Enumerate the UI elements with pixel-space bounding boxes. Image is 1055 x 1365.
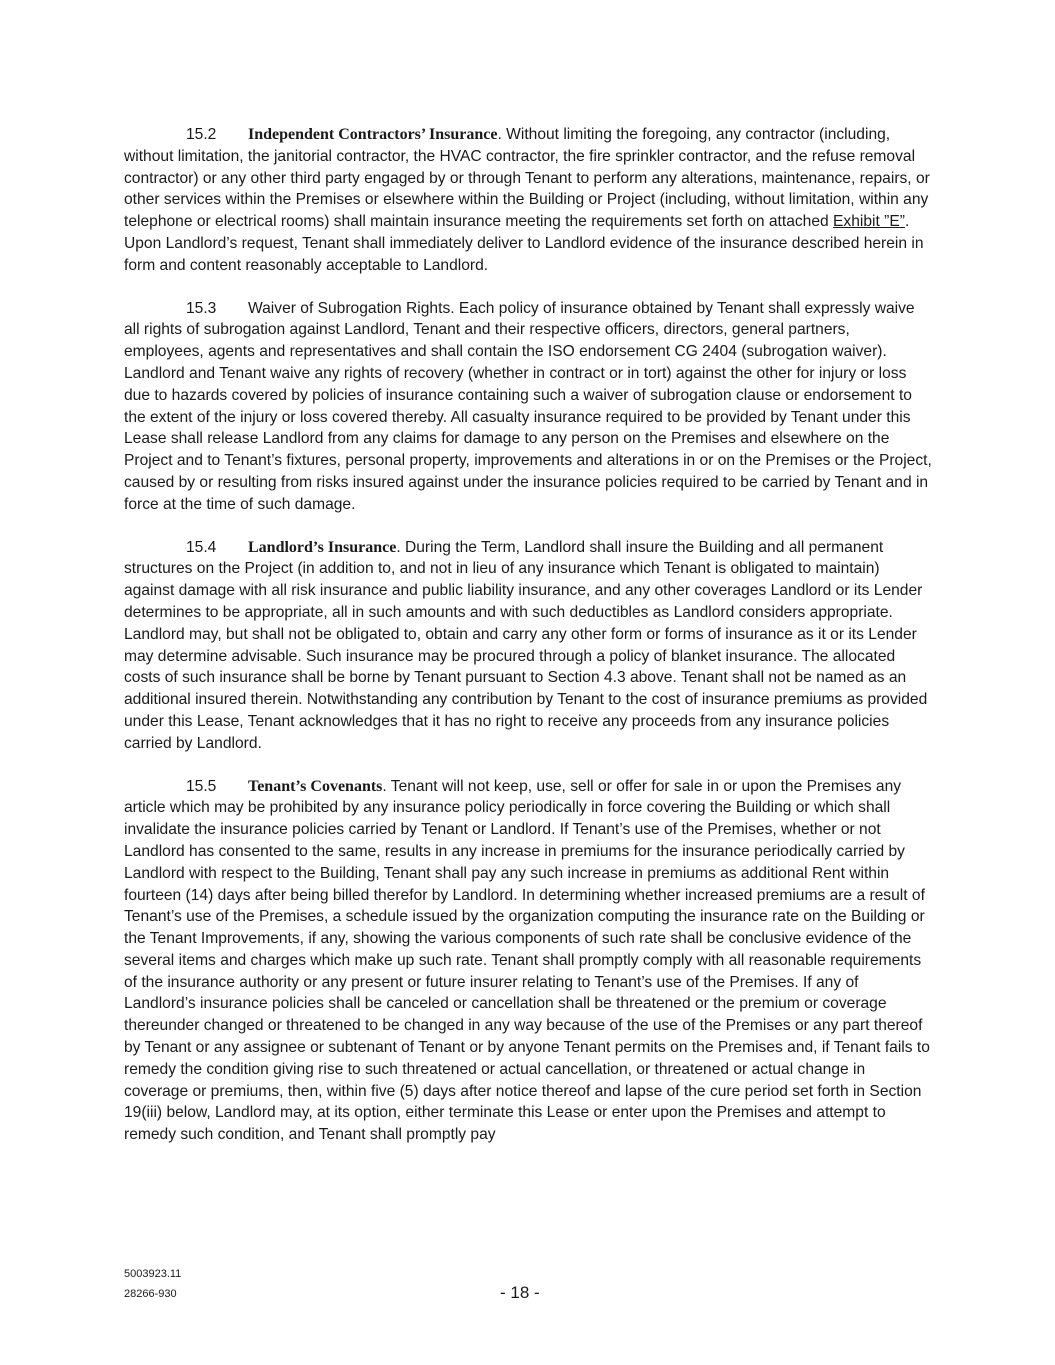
section-number: 15.3 <box>186 299 217 317</box>
section-number: 15.2 <box>186 126 217 143</box>
footer-matter-id: 28266-930 <box>124 1288 177 1300</box>
section-number: 15.5 <box>186 777 217 795</box>
footer-doc-id: 5003923.11 <box>124 1268 182 1280</box>
section-body: . Tenant will not keep, use, sell or offer for sale in or upon the Premises any article which may be prohibited by any insurance policy periodically in force covering the Building or which shall invalidate the insurance policies carried by Tenant or Landlord. If Tenant’s use of the Premises, whether or not Landlord has consented to the same, results in any increase in premiums for the insurance periodically carried by Landlord with respect to the Building, Tenant shall pay any such increase in premiums as additional Rent within fourteen (14) days after being billed therefor by Landlord. In determining whether increased premiums are a result of Tenant’s use of the Premises, a schedule issued by the organization computing the insurance rate on the Building or the Tenant Improvements, if any, showing the various components of such rate shall be conclusive evidence of the several items and charges which make up such rate. Tenant shall promptly comply with all reasonable requirements of the insurance authority or any present or future insurer relating to Tenant’s use of the Premises. If any of Landlord’s insurance policies shall be canceled or cancellation shall be threatened or the premium or coverage thereunder changed or threatened to be changed in any way because of the use of the Premises or any part thereof by Tenant or any assignee or subtenant of Tenant or by anyone Tenant permits on the Premises and, if Tenant fails to remedy the condition giving rise to such threatened or actual cancellation, or threatened or actual change in coverage or premiums, then, within five (5) days after notice thereof and lapse of the cure period set forth in Section 19(iii) below, Landlord may, at its option, either terminate this Lease or enter upon the Premises and attempt to remedy such condition, and Tenant shall promptly pay <box>124 777 930 1144</box>
page-number: - 18 - <box>500 1283 540 1302</box>
section-15-5 <box>124 776 932 1147</box>
section-body-continued: . Upon Landlord’s request, Tenant shall immediately deliver to Landlord evidence of the insurance described herein in form and content reasonably acceptable to Landlord. <box>124 213 924 274</box>
section-number: 15.4 <box>186 538 217 556</box>
document-page <box>124 124 932 1167</box>
section-heading: Landlord’s Insurance <box>248 538 397 556</box>
section-body: . Each policy of insurance obtained by Tenant shall expressly waive all rights of subrogation against Landlord, Tenant and their respective officers, directors, general partners, employees, agents and representatives and shall contain the ISO endorsement CG 2404 (subrogation waiver). Landlord and Tenant waive any rights of recovery (whether in contract or in tort) against the other for injury or loss due to hazards covered by policies of insurance containing such a waiver of subrogation clause or endorsement to the extent of the injury or loss covered thereby. All casualty insurance required to be provided by Tenant under this Lease shall release Landlord from any claims for damage to any person on the Premises and elsewhere on the Project and to Tenant’s fixtures, personal property, improvements and alterations in or on the Premises or the Project, caused by or resulting from risks insured against under the insurance policies required to be carried by Tenant and in force at the time of such damage. <box>124 299 932 513</box>
section-heading: Waiver of Subrogation Rights <box>248 299 451 317</box>
section-body: . During the Term, Landlord shall insure the Building and all permanent structures on the Project (in addition to, and not in lieu of any insurance which Tenant is obligated to maintain) against damage with all risk insurance and public liability insurance, and any other coverages Landlord or its Lender determines to be appropriate, all in such amounts and with such deductibles as Landlord considers appropriate. Landlord may, but shall not be obligated to, obtain and carry any other form or forms of insurance as it or its Lender may determine advisable. Such insurance may be procured through a policy of blanket insurance. The allocated costs of such insurance shall be borne by Tenant pursuant to Section 4.3 above. Tenant shall not be named as an additional insured therein. Notwithstanding any contribution by Tenant to the cost of insurance premiums as provided under this Lease, Tenant acknowledges that it has no right to receive any proceeds from any insurance policies carried by Landlord. <box>124 538 928 752</box>
section-heading: Tenant’s Covenants <box>248 777 383 795</box>
exhibit-reference: Exhibit ”E” <box>833 213 905 231</box>
section-15-4 <box>124 537 932 755</box>
section-15-2 <box>124 124 932 277</box>
section-15-3 <box>124 298 932 516</box>
section-heading: Independent Contractors’ Insurance <box>248 126 498 143</box>
section-body: . Without limiting the foregoing, any contractor (including, without limitation, the janitorial contractor, the HVAC contractor, the fire sprinkler contractor, and the refuse removal contractor) or any other third party engaged by or through Tenant to perform any alterations, maintenance, repairs, or other services within the Premises or elsewhere within the Building or Project (including, without limitation, within any telephone or electrical rooms) shall maintain insurance meeting the requirements set forth on attached <box>124 126 930 231</box>
